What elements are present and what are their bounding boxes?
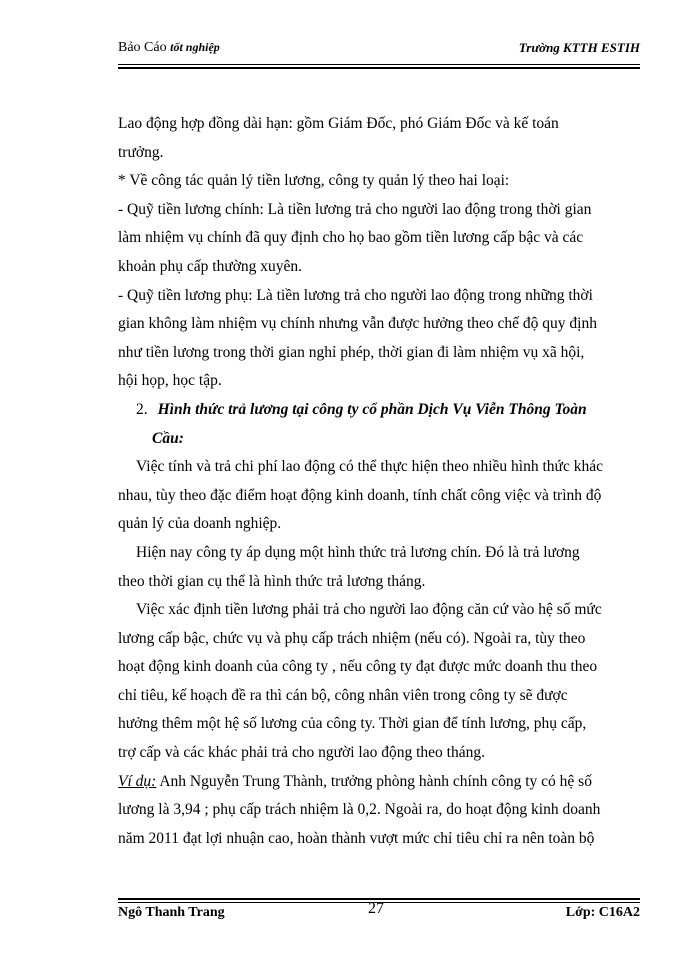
text: gian không làm nhiệm vụ chính nhưng vẫn được hưởng theo chế độ quy định bbox=[118, 315, 597, 333]
header-report-label: Bảo Cáo bbox=[118, 40, 167, 55]
text-line bbox=[118, 568, 640, 597]
page-header bbox=[118, 40, 640, 66]
text-line bbox=[118, 453, 640, 482]
text: khoản phụ cấp thường xuyên. bbox=[118, 257, 303, 275]
header-left bbox=[118, 40, 220, 56]
section-number: 2. bbox=[136, 400, 148, 418]
text: Việc xác định tiền lương phải trả cho người lao động căn cứ vào hệ số mức bbox=[136, 601, 602, 619]
text-line bbox=[118, 282, 640, 311]
text: Hiện nay công ty áp dụng một hình thức trả lương chín. Đó là trả lương bbox=[136, 543, 580, 561]
text-line bbox=[118, 224, 640, 253]
text: lương là 3,94 ; phụ cấp trách nhiệm là 0,2. Ngoài ra, do hoạt động kinh doanh bbox=[118, 801, 601, 819]
example-label: Ví dụ: bbox=[118, 772, 157, 790]
text-line bbox=[118, 653, 640, 682]
text: quản lý của doanh nghiệp. bbox=[118, 515, 282, 533]
page-footer bbox=[118, 900, 640, 923]
text-line bbox=[118, 825, 640, 854]
text-line bbox=[118, 739, 640, 768]
text-line bbox=[118, 253, 640, 282]
text-line bbox=[118, 510, 640, 539]
text: hội họp, học tập. bbox=[118, 372, 222, 390]
text-line bbox=[118, 110, 640, 139]
text-line bbox=[118, 367, 640, 396]
section-heading-cont bbox=[118, 425, 640, 454]
text: năm 2011 đạt lợi nhuận cao, hoàn thành vượt mức chỉ tiêu chỉ ra nên toàn bộ bbox=[118, 829, 595, 847]
footer-class: Lớp: C16A2 bbox=[565, 905, 640, 920]
text: Anh Nguyễn Trung Thành, trưởng phòng hành chính công ty có hệ số bbox=[159, 772, 592, 790]
text: - Quỹ tiền lương chính: Là tiền lương trả cho người lao động trong thời gian bbox=[118, 200, 592, 218]
text: theo thời gian cụ thể là hình thức trả lương tháng. bbox=[118, 572, 426, 590]
text: hoạt động kinh doanh của công ty , nếu công ty đạt được mức doanh thu theo bbox=[118, 658, 598, 676]
text-line bbox=[118, 796, 640, 825]
text: Lao động hợp đồng dài hạn: gồm Giám Đốc, phó Giám Đốc và kế toán bbox=[118, 115, 559, 132]
text: nhau, tùy theo đặc điểm hoạt động kinh doanh, tính chất công việc và trình độ bbox=[118, 486, 602, 504]
text-line bbox=[118, 339, 640, 368]
text: trợ cấp và các khác phải trả cho người lao động theo tháng. bbox=[118, 744, 485, 762]
text-line bbox=[118, 310, 640, 339]
example-line bbox=[118, 768, 640, 797]
text: lương cấp bậc, chức vụ và phụ cấp trách nhiệm (nếu có). Ngoài ra, tùy theo bbox=[118, 629, 586, 647]
page-body bbox=[118, 110, 640, 853]
text: Việc tính và trả chi phí lao động có thể thực hiện theo nhiều hình thức khác bbox=[136, 458, 603, 476]
text-line bbox=[118, 139, 640, 168]
text-line bbox=[118, 710, 640, 739]
text-line bbox=[118, 682, 640, 711]
text: - Quỹ tiền lương phụ: Là tiền lương trả cho người lao động trong những thời bbox=[118, 286, 593, 304]
header-report-subtitle: tốt nghiệp bbox=[170, 40, 220, 54]
text-line bbox=[118, 196, 640, 225]
text-line bbox=[118, 482, 640, 511]
text-line bbox=[118, 596, 640, 625]
text: như tiền lương trong thời gian nghỉ phép, thời gian đi làm nhiệm vụ xã hội, bbox=[118, 343, 585, 361]
section-title-cont: Cầu: bbox=[152, 429, 184, 447]
text: * Về công tác quản lý tiền lương, công ty quản lý theo hai loại: bbox=[118, 172, 510, 190]
footer-author: Ngô Thanh Trang bbox=[118, 905, 225, 920]
text-line bbox=[118, 539, 640, 568]
text-line bbox=[118, 625, 640, 654]
header-rule bbox=[118, 64, 640, 69]
header-school: Trường KTTH ESTIH bbox=[518, 40, 640, 55]
text: trưởng. bbox=[118, 143, 164, 161]
text: hưởng thêm một hệ số lương của công ty. Thời gian để tính lương, phụ cấp, bbox=[118, 715, 587, 733]
text: làm nhiệm vụ chính đã quy định cho họ bao gồm tiền lương cấp bậc và các bbox=[118, 229, 584, 247]
section-heading bbox=[118, 396, 640, 425]
section-title: Hình thức trả lương tại công ty cổ phần Dịch Vụ Viễn Thông Toàn bbox=[157, 400, 587, 418]
text: chỉ tiêu, kế hoạch đề ra thì cán bộ, công nhân viên trong công ty sẽ được bbox=[118, 686, 568, 704]
text-line bbox=[118, 167, 640, 196]
page-number: 27 bbox=[368, 900, 384, 917]
